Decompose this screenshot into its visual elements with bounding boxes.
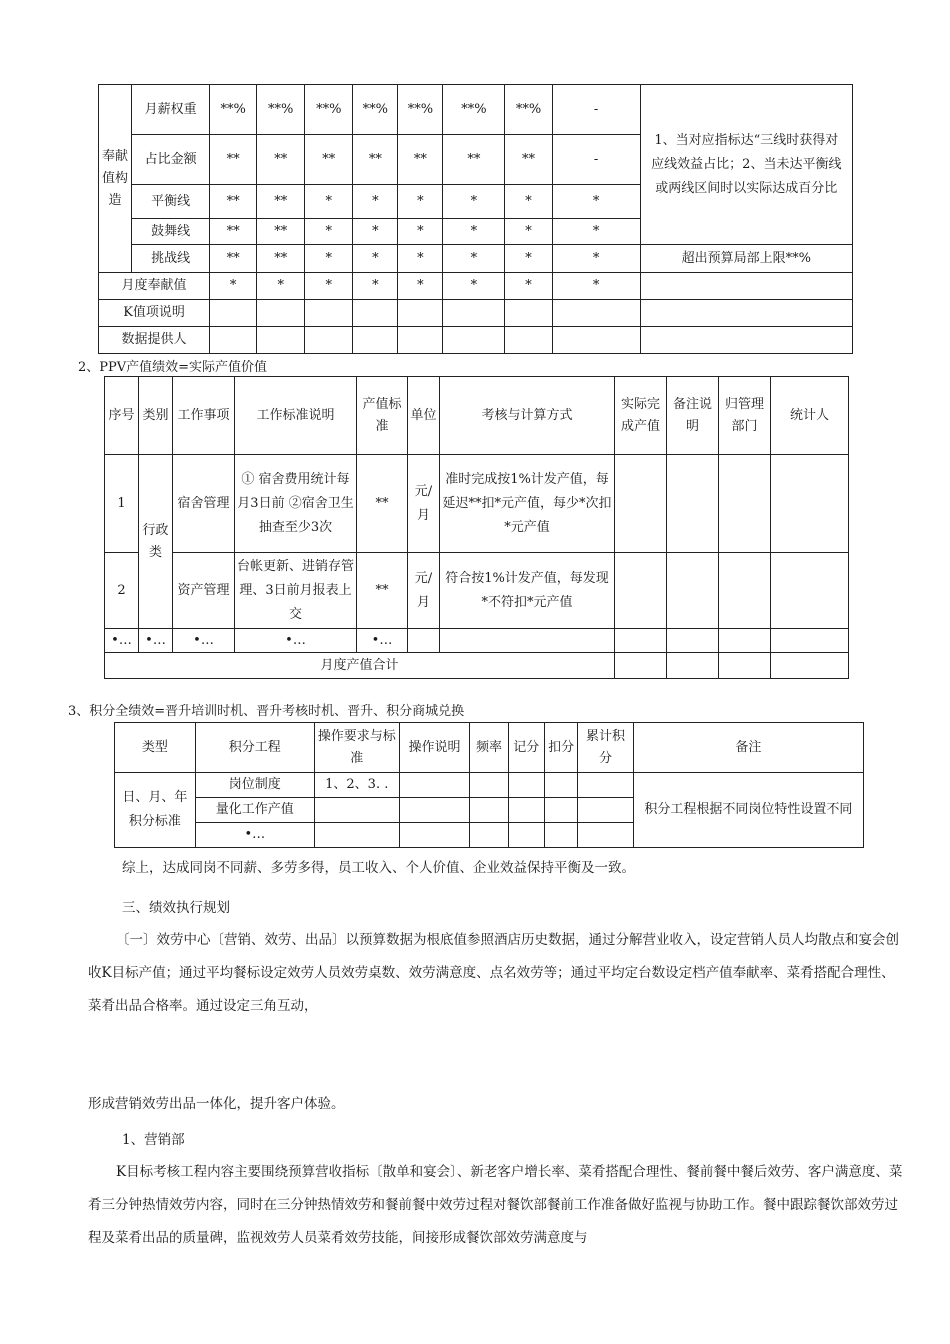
points-table	[114, 722, 864, 848]
cell: •…	[105, 629, 139, 653]
cell	[615, 653, 667, 679]
cell	[640, 300, 852, 327]
cell	[398, 327, 443, 354]
cell	[257, 327, 305, 354]
paragraph-integration: 形成营销效劳出品一体化，提升客户体验。	[88, 1096, 345, 1112]
cell: ① 宿舍费用统计每月3日前 ②宿舍卫生抽查至少3次	[235, 455, 357, 553]
cell: **	[210, 245, 257, 273]
cell: *	[552, 185, 640, 219]
row-balance-label: 平衡线	[132, 185, 210, 219]
group-label: 奉献值构造	[99, 85, 132, 273]
header-cell: 扣分	[544, 723, 577, 773]
cell	[544, 773, 577, 798]
cell	[719, 653, 771, 679]
cell: •…	[235, 629, 357, 653]
row-share-label: 占比金额	[132, 135, 210, 185]
cell	[719, 553, 771, 629]
cell: **	[257, 135, 305, 185]
total-label: 月度产值合计	[105, 653, 615, 679]
cell: *	[305, 185, 353, 219]
cell: 1、2、3. .	[314, 773, 399, 798]
cell: *	[505, 245, 552, 273]
header-cell: 类型	[115, 723, 196, 773]
cell	[771, 553, 849, 629]
cell: *	[305, 219, 353, 245]
cell	[667, 553, 719, 629]
cell: *	[552, 245, 640, 273]
cell: *	[305, 273, 353, 300]
cell	[505, 300, 552, 327]
cell: 1	[105, 455, 139, 553]
header-cell: 记分	[508, 723, 544, 773]
cell: **	[257, 245, 305, 273]
header-cell: 统计人	[771, 377, 849, 455]
cell: *	[398, 185, 443, 219]
cell	[210, 327, 257, 354]
cell	[443, 300, 505, 327]
cell: -	[552, 85, 640, 135]
header-cell: 类别	[139, 377, 173, 455]
header-cell: 备注说明	[667, 377, 719, 455]
cell: *	[505, 185, 552, 219]
note-limit: 超出预算局部上限**%	[640, 245, 852, 273]
cell	[470, 798, 508, 823]
cell	[399, 823, 470, 848]
cell	[210, 300, 257, 327]
ppv-table	[104, 376, 849, 679]
header-cell: 频率	[470, 723, 508, 773]
cell: *	[398, 219, 443, 245]
cell: **%	[398, 85, 443, 135]
cell	[508, 823, 544, 848]
cell	[552, 300, 640, 327]
cell: **%	[210, 85, 257, 135]
header-cell: 操作说明	[399, 723, 470, 773]
cell	[398, 300, 443, 327]
cell	[305, 300, 353, 327]
category-cell: 行政类	[139, 455, 173, 629]
cell: 元/月	[408, 455, 440, 553]
paragraph-marketing: K目标考核工程内容主要围绕预算营收指标〔散单和宴会〕、新老客户增长率、菜肴搭配合理性、餐前餐中餐后效劳、客户满意度、菜肴三分钟热情效劳内容，同时在三分钟热情效劳和餐前餐中效劳过程对餐饮部餐前工作准备做好监视与协助工作。餐中跟踪餐饮部效劳过程及菜肴出品的质量碑，监视效劳人员菜肴效劳技能，间接形成餐饮部效劳满意度与	[88, 1164, 903, 1246]
subheading-marketing: 1、营销部	[122, 1132, 185, 1148]
cell: **	[357, 553, 408, 629]
header-cell: 工作事项	[173, 377, 235, 455]
cell: *	[353, 185, 398, 219]
cell	[615, 553, 667, 629]
cell	[578, 798, 634, 823]
cell	[667, 653, 719, 679]
header-cell: 考核与计算方式	[440, 377, 615, 455]
points-item: 量化工作产值	[195, 798, 314, 823]
cell	[399, 773, 470, 798]
header-cell: 单位	[408, 377, 440, 455]
cell: **	[257, 219, 305, 245]
cell: **	[210, 135, 257, 185]
row-monthly-label: 月度奉献值	[99, 273, 210, 300]
cell	[314, 798, 399, 823]
cell: *	[353, 245, 398, 273]
cell	[552, 327, 640, 354]
cell: **%	[443, 85, 505, 135]
points-item: •…	[195, 823, 314, 848]
points-note: 积分工程根据不同岗位特性设置不同	[633, 773, 863, 848]
cell	[719, 629, 771, 653]
cell	[667, 629, 719, 653]
header-cell: 产值标准	[357, 377, 408, 455]
row-provider-label: 数据提供人	[99, 327, 210, 354]
section-heading-points: 3、积分全绩效=晋升培训时机、晋升考核时机、晋升、积分商城兑换	[68, 704, 465, 719]
header-cell: 工作标准说明	[235, 377, 357, 455]
cell: **%	[305, 85, 353, 135]
cell	[771, 629, 849, 653]
section3-title: 三、绩效执行规划	[122, 900, 230, 916]
cell	[353, 327, 398, 354]
cell: *	[210, 273, 257, 300]
header-cell: 累计积分	[578, 723, 634, 773]
cell: -	[552, 135, 640, 185]
cell: 宿舍管理	[173, 455, 235, 553]
cell	[470, 823, 508, 848]
header-cell: 积分工程	[195, 723, 314, 773]
cell: *	[443, 245, 505, 273]
cell: *	[305, 245, 353, 273]
cell: 元/月	[408, 553, 440, 629]
cell	[544, 823, 577, 848]
cell	[399, 798, 470, 823]
cell	[314, 823, 399, 848]
cell: **	[210, 185, 257, 219]
cell	[443, 327, 505, 354]
cell	[408, 629, 440, 653]
header-cell: 操作要求与标准	[314, 723, 399, 773]
section-heading-ppv: 2、PPV产值绩效=实际产值价值	[78, 360, 268, 375]
cell: *	[353, 273, 398, 300]
cell: **%	[505, 85, 552, 135]
cell: *	[443, 273, 505, 300]
cell: *	[443, 185, 505, 219]
cell: *	[398, 273, 443, 300]
cell: **	[210, 219, 257, 245]
cell: 符合按1%计发产值，每发现*不符扣*元产值	[440, 553, 615, 629]
cell: *	[552, 219, 640, 245]
cell	[719, 455, 771, 553]
cell: **	[353, 135, 398, 185]
header-cell: 实际完成产值	[615, 377, 667, 455]
cell	[508, 773, 544, 798]
summary-text: 综上，达成同岗不同薪、多劳多得，员工收入、个人价值、企业效益保持平衡及一致。	[122, 860, 635, 876]
cell	[508, 798, 544, 823]
cell	[470, 773, 508, 798]
cell: *	[257, 273, 305, 300]
header-cell: 备注	[633, 723, 863, 773]
cell	[305, 327, 353, 354]
cell: *	[505, 273, 552, 300]
cell	[640, 327, 852, 354]
paragraph-service-center: 〔一〕效劳中心〔营销、效劳、出品〕以预算数据为根底值参照酒店历史数据，通过分解营业收入，设定营销人员人均散点和宴会创收K目标产值；通过平均餐标设定效劳人员效劳桌数、效劳满意度、点名效劳等；通过平均定台数设定档产值奉献率、菜肴搭配合理性、菜肴出品合格率。通过设定三角互动，	[88, 932, 899, 1014]
cell: **	[257, 185, 305, 219]
row-encourage-label: 鼓舞线	[132, 219, 210, 245]
row-weight-label: 月薪权重	[132, 85, 210, 135]
cell	[667, 455, 719, 553]
cell	[353, 300, 398, 327]
cell	[440, 629, 615, 653]
cell: 2	[105, 553, 139, 629]
type-cell: 日、月、年积分标准	[115, 773, 196, 848]
cell: *	[398, 245, 443, 273]
cell	[544, 798, 577, 823]
row-k-label: K值项说明	[99, 300, 210, 327]
cell: *	[552, 273, 640, 300]
cell: **	[305, 135, 353, 185]
cell: 资产管理	[173, 553, 235, 629]
cell: •…	[139, 629, 173, 653]
header-cell: 序号	[105, 377, 139, 455]
cell: 准时完成按1%计发产值，每延迟**扣*元产值，每少*次扣*元产值	[440, 455, 615, 553]
cell: *	[505, 219, 552, 245]
cell: **%	[257, 85, 305, 135]
cell: **	[443, 135, 505, 185]
cell	[615, 455, 667, 553]
cell: **	[357, 455, 408, 553]
points-item: 岗位制度	[195, 773, 314, 798]
note-main: 1、当对应指标达“三线时获得对应线效益占比；2、当未达平衡线或两线区间时以实际达成百分比	[640, 85, 852, 245]
cell	[505, 327, 552, 354]
cell: **%	[353, 85, 398, 135]
row-challenge-label: 挑战线	[132, 245, 210, 273]
cell: 台帐更新、进销存管理、3日前月报表上交	[235, 553, 357, 629]
header-cell: 归管理部门	[719, 377, 771, 455]
cell	[578, 823, 634, 848]
cell	[771, 653, 849, 679]
cell: •…	[357, 629, 408, 653]
cell	[257, 300, 305, 327]
cell: •…	[173, 629, 235, 653]
cell: **	[505, 135, 552, 185]
cell: *	[353, 219, 398, 245]
cell: **	[398, 135, 443, 185]
contribution-table	[98, 84, 853, 354]
cell	[640, 273, 852, 300]
cell	[771, 455, 849, 553]
cell	[578, 773, 634, 798]
cell: *	[443, 219, 505, 245]
cell	[615, 629, 667, 653]
